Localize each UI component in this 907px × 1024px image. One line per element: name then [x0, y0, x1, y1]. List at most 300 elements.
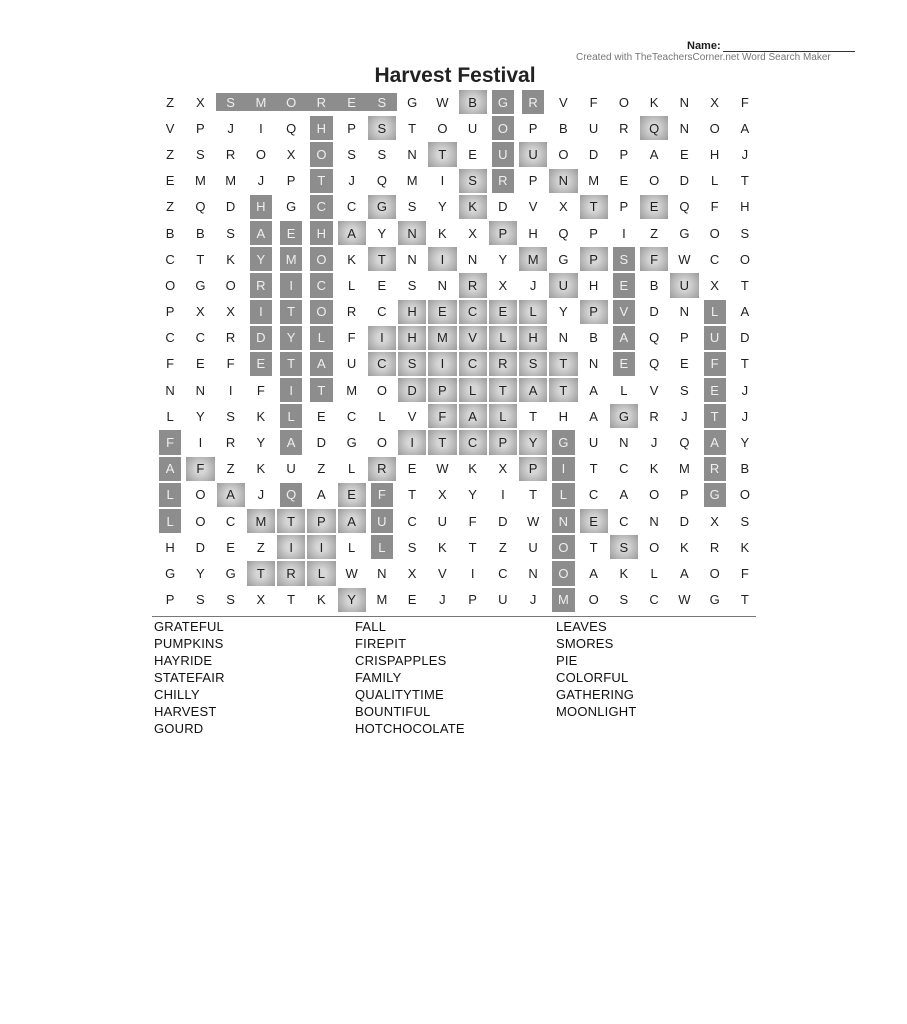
- grid-cell: L: [459, 378, 487, 402]
- grid-cell: U: [371, 509, 393, 533]
- grid-cell: Q: [649, 356, 660, 372]
- grid-cell: Q: [679, 435, 690, 451]
- grid-cell: E: [377, 277, 387, 293]
- grid-cell: Y: [250, 247, 272, 271]
- grid-cell: L: [348, 461, 356, 477]
- grid-cell: Y: [498, 251, 508, 267]
- grid-cell: A: [310, 352, 332, 376]
- name-line: [723, 41, 855, 52]
- grid-cell: C: [165, 330, 175, 346]
- grid-cell: T: [310, 378, 332, 402]
- grid-cell: Y: [519, 430, 547, 454]
- grid-cell: E: [619, 173, 629, 189]
- grid-cell: I: [552, 457, 574, 481]
- grid-cell: L: [620, 382, 628, 398]
- grid-cell: S: [740, 225, 750, 241]
- grid-cell: R: [492, 169, 514, 193]
- grid-cell: H: [588, 277, 599, 293]
- grid-cell: M: [376, 592, 388, 608]
- grid-cell: T: [408, 487, 417, 503]
- word-list-item: FAMILY: [355, 670, 402, 685]
- grid-cell: F: [710, 199, 719, 215]
- grid-cell: K: [226, 251, 235, 267]
- grid-cell: F: [347, 330, 356, 346]
- grid-cell: H: [398, 326, 426, 350]
- grid-cell: A: [649, 146, 659, 162]
- grid-cell: R: [225, 146, 236, 162]
- grid-cell: P: [619, 146, 629, 162]
- grid-cell: M: [428, 326, 456, 350]
- grid-cell: Y: [280, 326, 302, 350]
- grid-cell: A: [589, 565, 598, 581]
- grid-cell: W: [436, 94, 449, 110]
- word-list-item: PUMPKINS: [154, 636, 224, 651]
- grid-cell: O: [225, 277, 236, 293]
- grid-cell: O: [618, 94, 629, 110]
- grid-cell: I: [250, 300, 272, 324]
- grid-cell: L: [348, 539, 356, 555]
- grid-cell: N: [377, 565, 387, 581]
- grid-cell: F: [371, 483, 393, 507]
- grid-cell: F: [740, 94, 749, 110]
- word-list-item: GOURD: [154, 721, 204, 736]
- grid-cell: M: [406, 173, 418, 189]
- grid-cell: I: [501, 487, 505, 503]
- grid-cell: C: [459, 430, 487, 454]
- grid-cell: L: [159, 509, 181, 533]
- grid-cell: N: [195, 382, 206, 398]
- grid-cell: P: [489, 430, 517, 454]
- grid-cell: U: [286, 461, 296, 477]
- grid-cell: K: [468, 461, 477, 477]
- grid-cell: Q: [280, 483, 302, 507]
- grid-cell: F: [589, 94, 598, 110]
- grid-cell: M: [519, 247, 547, 271]
- grid-cell: T: [310, 169, 332, 193]
- grid-cell: P: [286, 173, 296, 189]
- grid-cell: V: [407, 408, 417, 424]
- grid-cell: F: [226, 356, 235, 372]
- grid-cell: O: [195, 487, 206, 503]
- word-list-item: COLORFUL: [556, 670, 629, 685]
- grid-cell: O: [310, 247, 332, 271]
- grid-cell: U: [670, 273, 698, 297]
- grid-cell: U: [519, 142, 547, 166]
- grid-cell: Y: [438, 199, 447, 215]
- grid-cell: N: [679, 94, 690, 110]
- grid-cell: L: [378, 408, 386, 424]
- grid-cell: J: [529, 277, 537, 293]
- grid-cell: M: [225, 173, 237, 189]
- grid-cell: A: [159, 457, 181, 481]
- grid-cell: A: [704, 430, 726, 454]
- grid-cell: E: [280, 221, 302, 245]
- grid-cell: N: [467, 251, 478, 267]
- grid-cell: I: [622, 225, 626, 241]
- grid-cell: L: [489, 326, 517, 350]
- grid-cell: V: [165, 120, 175, 136]
- word-list-item: BOUNTIFUL: [355, 704, 431, 719]
- grid-cell: N: [558, 330, 569, 346]
- grid-cell: R: [346, 304, 357, 320]
- grid-cell: E: [165, 173, 175, 189]
- grid-cell: G: [492, 90, 514, 114]
- grid-cell: O: [492, 116, 514, 140]
- grid-cell: N: [679, 120, 690, 136]
- grid-cell: C: [459, 352, 487, 376]
- grid-cell: N: [407, 146, 417, 162]
- grid-cell: E: [640, 195, 668, 219]
- grid-cell: R: [277, 561, 305, 585]
- grid-cell: E: [680, 356, 689, 372]
- grid-cell: L: [307, 561, 335, 585]
- grid-cell: R: [489, 352, 517, 376]
- word-list-item: PIE: [556, 653, 578, 668]
- grid-cell: K: [649, 461, 659, 477]
- grid-cell: W: [678, 592, 691, 608]
- grid-cell: T: [740, 356, 749, 372]
- grid-cell: T: [280, 352, 302, 376]
- grid-cell: O: [552, 535, 574, 559]
- grid-cell: D: [195, 539, 206, 555]
- grid-cell: C: [709, 251, 720, 267]
- grid-cell: H: [519, 326, 547, 350]
- grid-cell: I: [280, 378, 302, 402]
- grid-cell: L: [711, 173, 719, 189]
- grid-cell: N: [528, 565, 538, 581]
- grid-cell: P: [165, 592, 175, 608]
- grid-cell: B: [559, 120, 568, 136]
- grid-cell: Y: [256, 435, 266, 451]
- grid-cell: P: [468, 592, 477, 608]
- grid-cell: Y: [196, 408, 205, 424]
- grid-cell: A: [217, 483, 245, 507]
- grid-cell: E: [226, 539, 235, 555]
- grid-cell: P: [165, 304, 175, 320]
- grid-cell: R: [459, 273, 487, 297]
- name-field: [687, 40, 855, 52]
- grid-cell: X: [256, 592, 266, 608]
- grid-cell: T: [468, 539, 477, 555]
- grid-cell: Z: [317, 461, 326, 477]
- grid-cell: Y: [468, 487, 477, 503]
- grid-cell: P: [307, 509, 335, 533]
- grid-cell: E: [337, 93, 367, 111]
- grid-cell: N: [398, 221, 426, 245]
- grid-cell: N: [407, 251, 417, 267]
- grid-cell: H: [740, 199, 750, 215]
- word-list-item: HOTCHOCOLATE: [355, 721, 465, 736]
- grid-cell: Z: [256, 539, 265, 555]
- grid-cell: P: [347, 120, 356, 136]
- grid-cell: M: [246, 93, 276, 111]
- grid-cell: F: [704, 352, 726, 376]
- grid-cell: O: [552, 561, 574, 585]
- grid-cell: K: [680, 539, 689, 555]
- grid-cell: D: [740, 330, 750, 346]
- grid-cell: U: [346, 356, 357, 372]
- grid-cell: R: [649, 408, 659, 424]
- grid-cell: C: [310, 273, 332, 297]
- grid-cell: D: [588, 146, 599, 162]
- grid-cell: T: [196, 251, 205, 267]
- grid-cell: T: [740, 277, 749, 293]
- grid-cell: T: [277, 509, 305, 533]
- grid-cell: Z: [226, 461, 235, 477]
- grid-cell: A: [317, 487, 326, 503]
- grid-cell: O: [649, 539, 660, 555]
- grid-cell: C: [649, 592, 659, 608]
- grid-cell: P: [589, 225, 598, 241]
- word-list-item: STATEFAIR: [154, 670, 225, 685]
- word-list-item: SMORES: [556, 636, 614, 651]
- grid-cell: L: [166, 408, 174, 424]
- grid-cell: S: [407, 539, 417, 555]
- word-list-item: FALL: [355, 619, 387, 634]
- word-list-item: MOONLIGHT: [556, 704, 637, 719]
- grid-cell: S: [407, 277, 417, 293]
- grid-cell: A: [613, 326, 635, 350]
- grid-cell: E: [250, 352, 272, 376]
- grid-cell: J: [257, 173, 265, 189]
- grid-cell: H: [398, 300, 426, 324]
- grid-cell: K: [256, 408, 266, 424]
- grid-cell: U: [549, 273, 577, 297]
- grid-cell: P: [580, 247, 608, 271]
- grid-cell: J: [439, 592, 446, 608]
- grid-cell: P: [619, 199, 629, 215]
- grid-cell: S: [226, 225, 235, 241]
- grid-cell: T: [247, 561, 275, 585]
- grid-cell: G: [679, 225, 690, 241]
- grid-cell: S: [367, 93, 397, 111]
- grid-cell: D: [679, 513, 690, 529]
- grid-cell: W: [345, 565, 358, 581]
- grid-cell: T: [580, 195, 608, 219]
- grid-cell: A: [589, 382, 598, 398]
- word-list: [154, 619, 758, 738]
- word-list-item: [556, 721, 757, 738]
- grid-cell: S: [226, 408, 235, 424]
- grid-cell: T: [549, 378, 577, 402]
- grid-cell: L: [552, 483, 574, 507]
- grid-cell: G: [225, 565, 236, 581]
- grid-cell: Y: [740, 435, 750, 451]
- grid-cell: S: [613, 247, 635, 271]
- grid-cell: L: [650, 565, 658, 581]
- grid-cell: W: [526, 513, 540, 529]
- grid-cell: Z: [166, 94, 175, 110]
- grid-cell: A: [459, 404, 487, 428]
- grid-cell: W: [678, 251, 691, 267]
- grid-cell: X: [710, 513, 719, 529]
- grid-cell: V: [438, 565, 447, 581]
- grid-cell: L: [348, 277, 356, 293]
- grid-cell: M: [194, 173, 206, 189]
- grid-cell: J: [681, 408, 688, 424]
- grid-cell: G: [407, 94, 418, 110]
- grid-cell: A: [338, 221, 366, 245]
- grid-cell: I: [428, 247, 456, 271]
- grid-cell: T: [740, 173, 749, 189]
- grid-cell: S: [398, 352, 426, 376]
- grid-cell: F: [159, 430, 181, 454]
- grid-cell: T: [408, 120, 417, 136]
- grid-cell: D: [225, 199, 236, 215]
- grid-cell: M: [552, 588, 574, 612]
- grid-cell: A: [619, 487, 629, 503]
- grid-cell: Q: [640, 116, 668, 140]
- grid-cell: B: [459, 90, 487, 114]
- grid-cell: H: [165, 539, 175, 555]
- grid-cell: O: [588, 592, 599, 608]
- grid-cell: N: [649, 513, 659, 529]
- grid-cell: S: [196, 146, 205, 162]
- grid-cell: X: [710, 277, 719, 293]
- grid-cell: R: [368, 457, 396, 481]
- grid-cell: X: [498, 277, 508, 293]
- grid-cell: N: [588, 356, 599, 372]
- grid-cell: R: [619, 120, 629, 136]
- grid-cell: E: [704, 378, 726, 402]
- grid-cell: X: [710, 94, 719, 110]
- grid-cell: O: [276, 93, 306, 111]
- grid-cell: I: [368, 326, 396, 350]
- grid-cell: G: [195, 277, 206, 293]
- grid-cell: S: [619, 592, 629, 608]
- grid-cell: E: [680, 146, 689, 162]
- grid-cell: D: [250, 326, 272, 350]
- grid-cell: T: [428, 142, 456, 166]
- grid-cell: K: [740, 539, 750, 555]
- grid-cell: L: [489, 404, 517, 428]
- grid-cell: M: [588, 173, 600, 189]
- grid-cell: I: [398, 430, 426, 454]
- grid-cell: P: [196, 120, 205, 136]
- grid-cell: Z: [498, 539, 507, 555]
- grid-cell: X: [559, 199, 568, 215]
- grid-cell: B: [589, 330, 598, 346]
- grid-cell: U: [492, 142, 514, 166]
- grid-cell: P: [489, 221, 517, 245]
- grid-cell: F: [166, 356, 175, 372]
- grid-cell: G: [704, 483, 726, 507]
- grid-cell: X: [196, 304, 205, 320]
- puzzle-title: Harvest Festival: [374, 64, 536, 87]
- grid-cell: Y: [196, 565, 205, 581]
- word-list-item: GATHERING: [556, 687, 635, 702]
- grid-cell: P: [580, 300, 608, 324]
- grid-cell: U: [588, 435, 599, 451]
- grid-cell: D: [498, 199, 508, 215]
- grid-cell: E: [317, 408, 326, 424]
- grid-cell: X: [286, 146, 296, 162]
- grid-cell: S: [680, 382, 689, 398]
- grid-cell: S: [196, 592, 205, 608]
- grid-cell: U: [704, 326, 726, 350]
- grid-cell: Z: [166, 199, 175, 215]
- grid-cell: K: [317, 592, 326, 608]
- grid-cell: Q: [649, 330, 660, 346]
- grid-cell: M: [678, 461, 690, 477]
- grid-cell: O: [709, 565, 720, 581]
- grid-cell: P: [528, 120, 538, 136]
- grid-cell: G: [346, 435, 357, 451]
- grid-cell: T: [529, 408, 538, 424]
- grid-cell: O: [310, 300, 332, 324]
- grid-cell: K: [438, 225, 447, 241]
- grid-cell: E: [338, 483, 366, 507]
- grid-cell: A: [680, 565, 689, 581]
- grid-cell: Q: [558, 225, 569, 241]
- grid-cell: X: [438, 487, 447, 503]
- grid-cell: W: [436, 461, 449, 477]
- grid-cell: E: [613, 273, 635, 297]
- grid-cell: S: [459, 169, 487, 193]
- grid-cell: Y: [559, 304, 568, 320]
- grid-cell: O: [649, 487, 660, 503]
- grid-cell: C: [310, 195, 332, 219]
- grid-cell: I: [440, 173, 445, 189]
- grid-cell: U: [498, 592, 508, 608]
- grid-cell: K: [438, 539, 447, 555]
- grid-cell: L: [280, 404, 302, 428]
- grid-cell: S: [377, 146, 387, 162]
- grid-cell: O: [558, 146, 569, 162]
- grid-cell: C: [619, 461, 629, 477]
- grid-cell: G: [610, 404, 638, 428]
- grid-cell: R: [225, 330, 236, 346]
- grid-cell: O: [195, 513, 206, 529]
- grid-cell: S: [216, 93, 246, 111]
- grid-cell: H: [709, 146, 720, 162]
- grid-cell: E: [489, 300, 517, 324]
- grid-cell: U: [437, 513, 448, 529]
- grid-cell: F: [468, 513, 477, 529]
- grid-cell: R: [704, 457, 726, 481]
- word-list-item: CHILLY: [154, 687, 200, 702]
- grid-cell: X: [468, 225, 477, 241]
- grid-cell: O: [437, 120, 448, 136]
- grid-cell: Q: [679, 199, 690, 215]
- grid-cell: M: [247, 509, 275, 533]
- grid-cell: C: [165, 251, 175, 267]
- grid-cell: R: [250, 273, 272, 297]
- grid-cell: Y: [377, 225, 387, 241]
- grid-cell: R: [225, 435, 236, 451]
- grid-cell: R: [709, 539, 720, 555]
- grid-cell: K: [256, 461, 266, 477]
- grid-cell: I: [198, 435, 203, 451]
- grid-cell: O: [165, 277, 176, 293]
- grid-cell: I: [259, 120, 263, 136]
- grid-cell: O: [649, 173, 660, 189]
- grid-cell: E: [428, 300, 456, 324]
- grid-cell: O: [255, 146, 266, 162]
- grid-cell: O: [376, 382, 387, 398]
- grid-cell: N: [165, 382, 175, 398]
- grid-cell: S: [226, 592, 235, 608]
- grid-cell: I: [280, 273, 302, 297]
- grid-cell: T: [704, 404, 726, 428]
- grid-cell: J: [348, 173, 355, 189]
- grid-cell: O: [310, 142, 332, 166]
- grid-cell: P: [680, 487, 689, 503]
- grid-cell: Y: [338, 588, 366, 612]
- grid-cell: D: [398, 378, 426, 402]
- grid-cell: L: [310, 326, 332, 350]
- grid-cell: K: [459, 195, 487, 219]
